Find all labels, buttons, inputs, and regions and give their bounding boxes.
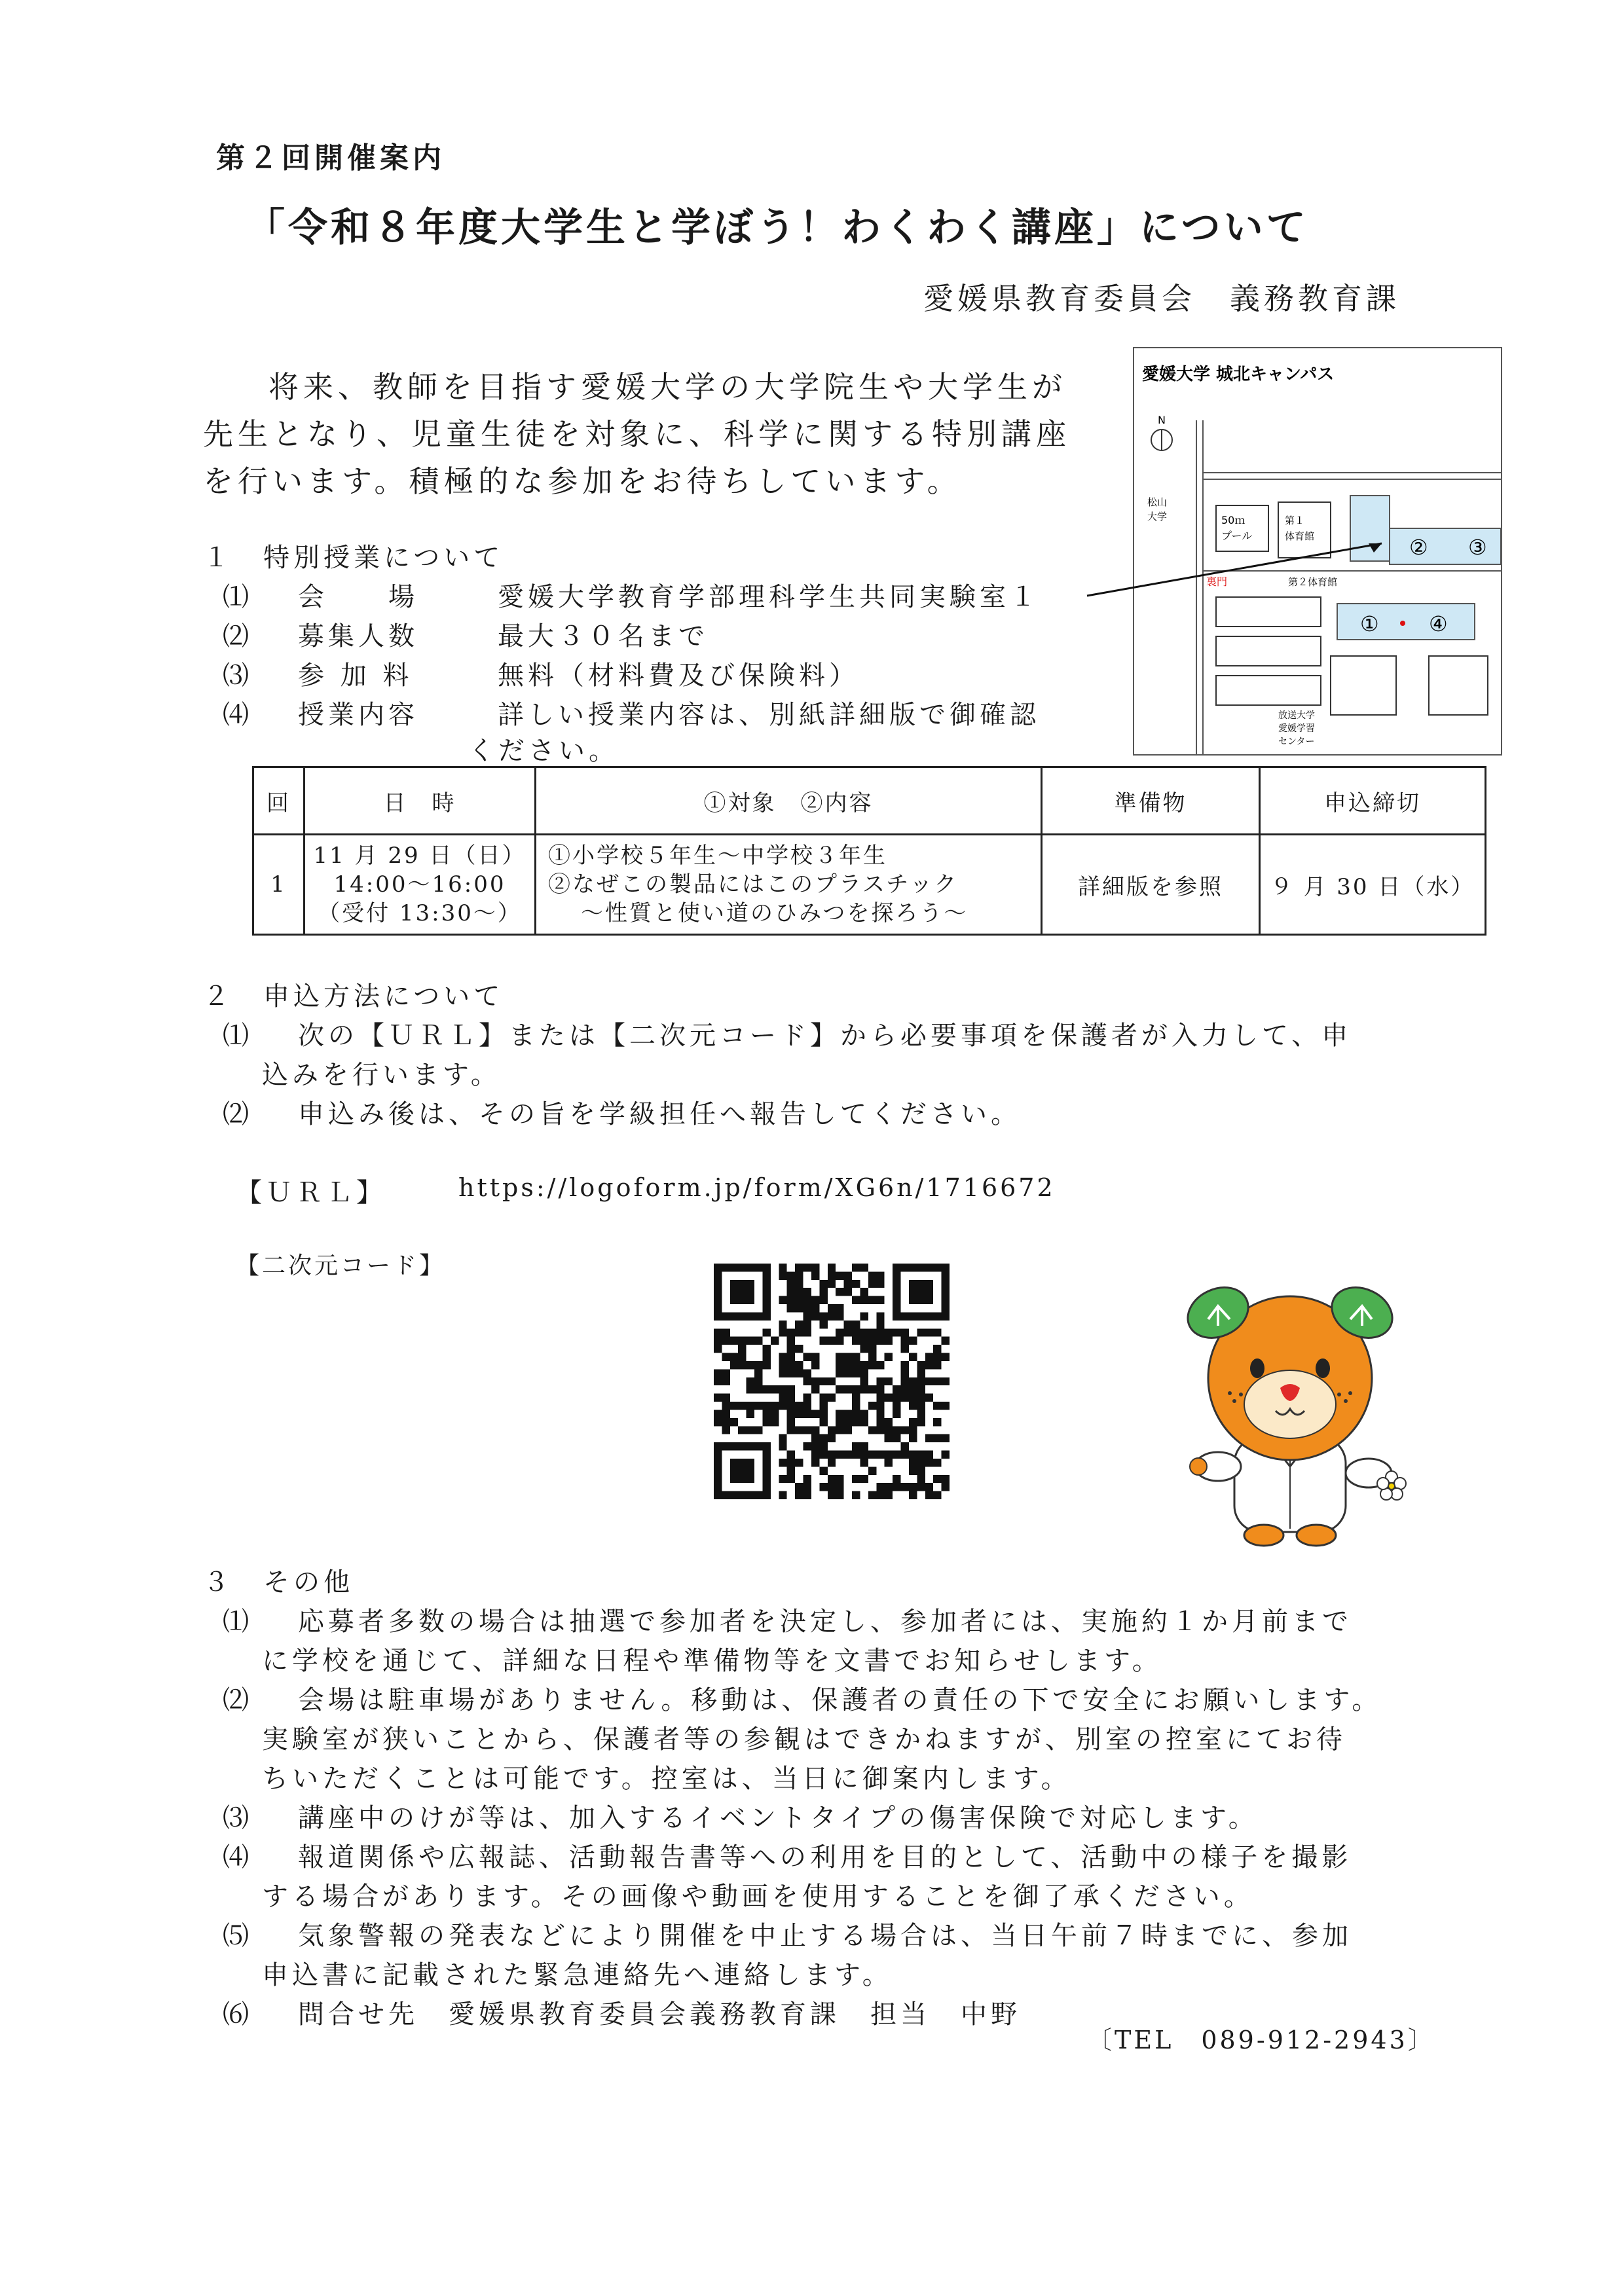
s3-item1-line2: に学校を通じて、詳細な日程や準備物等を文書でお知らせします。 <box>262 1646 1162 1676</box>
s1-item1-value: 愛媛大学教育学部理科学生共同実験室１ <box>498 582 1040 612</box>
s1-item1-num: ⑴ <box>223 582 253 612</box>
svg-text:放送大学: 放送大学 <box>1278 710 1315 721</box>
page-title: 「令和８年度大学生と学ぼう！わくわく講座」について <box>246 205 1309 251</box>
col-datetime: 日 時 <box>304 767 536 835</box>
s1-item4-label: 授業内容 <box>298 700 418 730</box>
qr-code-icon <box>714 1264 950 1499</box>
svg-text:体育館: 体育館 <box>1285 530 1315 542</box>
s3-item2-line3: ちいただくことは可能です。控室は、当日に御案内します。 <box>262 1764 1071 1794</box>
contact-tel: 〔TEL 089-912-2943〕 <box>1087 2026 1435 2054</box>
section2-heading: ２ 申込方法について <box>203 981 504 1011</box>
cell-round: 1 <box>253 835 304 935</box>
svg-text:③: ③ <box>1468 535 1487 560</box>
s1-item3-value: 無料（材料費及び保険料） <box>498 661 859 691</box>
cell-deadline: ９ 月 30 日（水） <box>1260 835 1486 935</box>
s3-item3-line1: 講座中のけが等は、加入するイベントタイプの傷害保険で対応します。 <box>298 1803 1259 1833</box>
svg-text:①: ① <box>1360 611 1379 636</box>
s3-item2-line1: 会場は駐車場がありません。移動は、保護者の責任の下で安全にお願いします。 <box>298 1685 1382 1715</box>
svg-text:第１: 第１ <box>1285 515 1305 526</box>
s1-item3-num: ⑶ <box>223 661 253 691</box>
section3-heading: ３ その他 <box>203 1567 354 1597</box>
s1-item2-value: 最大３０名まで <box>498 621 709 651</box>
col-round: 回 <box>253 767 304 835</box>
s3-item6-num: ⑹ <box>223 1999 253 2030</box>
s1-item3-label: 参 加 料 <box>298 661 413 691</box>
qr-label: 【二次元コード】 <box>236 1252 446 1279</box>
s3-item6-line1: 問合せ先 愛媛県教育委員会義務教育課 担当 中野 <box>298 1999 1021 2030</box>
svg-text:裏門: 裏門 <box>1206 575 1228 588</box>
s2-item2-num: ⑵ <box>223 1099 253 1129</box>
s2-item1-num: ⑴ <box>223 1021 253 1051</box>
s3-item2-line2: 実験室が狭いことから、保護者等の参観はできかねますが、別室の控室にてお待 <box>262 1724 1346 1755</box>
application-url[interactable]: https://logoform.jp/form/XG6n/1716672 <box>458 1173 1056 1202</box>
s1-item4-num: ⑷ <box>223 700 253 730</box>
svg-text:N: N <box>1158 414 1166 426</box>
svg-text:プール: プール <box>1221 530 1253 542</box>
s1-item4-value2: ください。 <box>468 736 619 766</box>
svg-text:松山: 松山 <box>1147 496 1168 508</box>
table-row <box>253 835 1486 935</box>
col-prep: 準備物 <box>1042 767 1260 835</box>
mikyan-mascot-icon <box>1172 1270 1408 1558</box>
col-deadline: 申込締切 <box>1260 767 1486 835</box>
table-header-row <box>253 767 1486 835</box>
s1-item1-label: 会 場 <box>298 582 418 612</box>
s1-item2-label: 募集人数 <box>298 621 418 651</box>
cell-content: ①小学校５年生～中学校３年生 ②なぜこの製品にはこのプラスチック ～性質と使い道のひみつを探ろう～ <box>536 835 1042 935</box>
cell-datetime: 11 月 29 日（日） 14:00～16:00 （受付 13:30～） <box>304 835 536 935</box>
s2-item1-line2: 込みを行います。 <box>262 1060 501 1090</box>
s3-item5-num: ⑸ <box>223 1921 253 1951</box>
s1-item2-num: ⑵ <box>223 621 253 651</box>
s3-item1-num: ⑴ <box>223 1607 253 1637</box>
intro-paragraph: 将来、教師を目指す愛媛大学の大学院生や大学生が先生となり、児童生徒を対象に、科学に関する特別講座を行います。積極的な参加をお待ちしています。 <box>203 369 1071 499</box>
s3-item4-line1: 報道関係や広報誌、活動報告書等への利用を目的として、活動中の様子を撮影 <box>298 1842 1352 1872</box>
s3-item5-line1: 気象警報の発表などにより開催を中止する場合は、当日午前７時までに、参加 <box>298 1921 1352 1951</box>
s3-item4-num: ⑷ <box>223 1842 253 1872</box>
svg-text:②: ② <box>1409 535 1428 560</box>
s3-item4-line2: する場合があります。その画像や動画を使用することを御了承ください。 <box>262 1882 1254 1912</box>
svg-text:大学: 大学 <box>1147 511 1168 522</box>
venue-arrow <box>1080 537 1395 602</box>
s3-item5-line2: 申込書に記載された緊急連絡先へ連絡します。 <box>262 1960 893 1990</box>
map-title: 愛媛大学 城北キャンパス <box>1142 365 1335 384</box>
svg-text:第２体育館: 第２体育館 <box>1288 576 1338 588</box>
s2-item2-line1: 申込み後は、その旨を学級担任へ報告してください。 <box>298 1099 1021 1129</box>
s3-item3-num: ⑶ <box>223 1803 253 1833</box>
schedule-table <box>252 766 1486 936</box>
mascot <box>1172 1270 1408 1558</box>
url-label: 【ＵＲＬ】 <box>236 1178 386 1208</box>
s3-item1-line1: 応募者多数の場合は抽選で参加者を決定し、参加者には、実施約１か月前まで <box>298 1607 1352 1637</box>
s2-item1-line1: 次の【ＵＲＬ】または【二次元コード】から必要事項を保護者が入力して、申 <box>298 1021 1352 1051</box>
s3-item2-num: ⑵ <box>223 1685 253 1715</box>
organization: 愛媛県教育委員会 義務教育課 <box>923 281 1400 316</box>
col-content: ①対象 ②内容 <box>536 767 1042 835</box>
svg-text:50ｍ: 50ｍ <box>1221 514 1246 526</box>
svg-text:④: ④ <box>1429 611 1448 636</box>
svg-text:センター: センター <box>1278 737 1315 747</box>
pre-title: 第２回開催案内 <box>216 141 445 175</box>
qr-code[interactable] <box>714 1264 950 1499</box>
section1-heading: １ 特別授業について <box>203 543 504 573</box>
svg-text:愛媛学習: 愛媛学習 <box>1278 723 1315 734</box>
cell-prep: 詳細版を参照 <box>1042 835 1260 935</box>
s1-item4-value: 詳しい授業内容は、別紙詳細版で御確認 <box>498 700 1040 730</box>
